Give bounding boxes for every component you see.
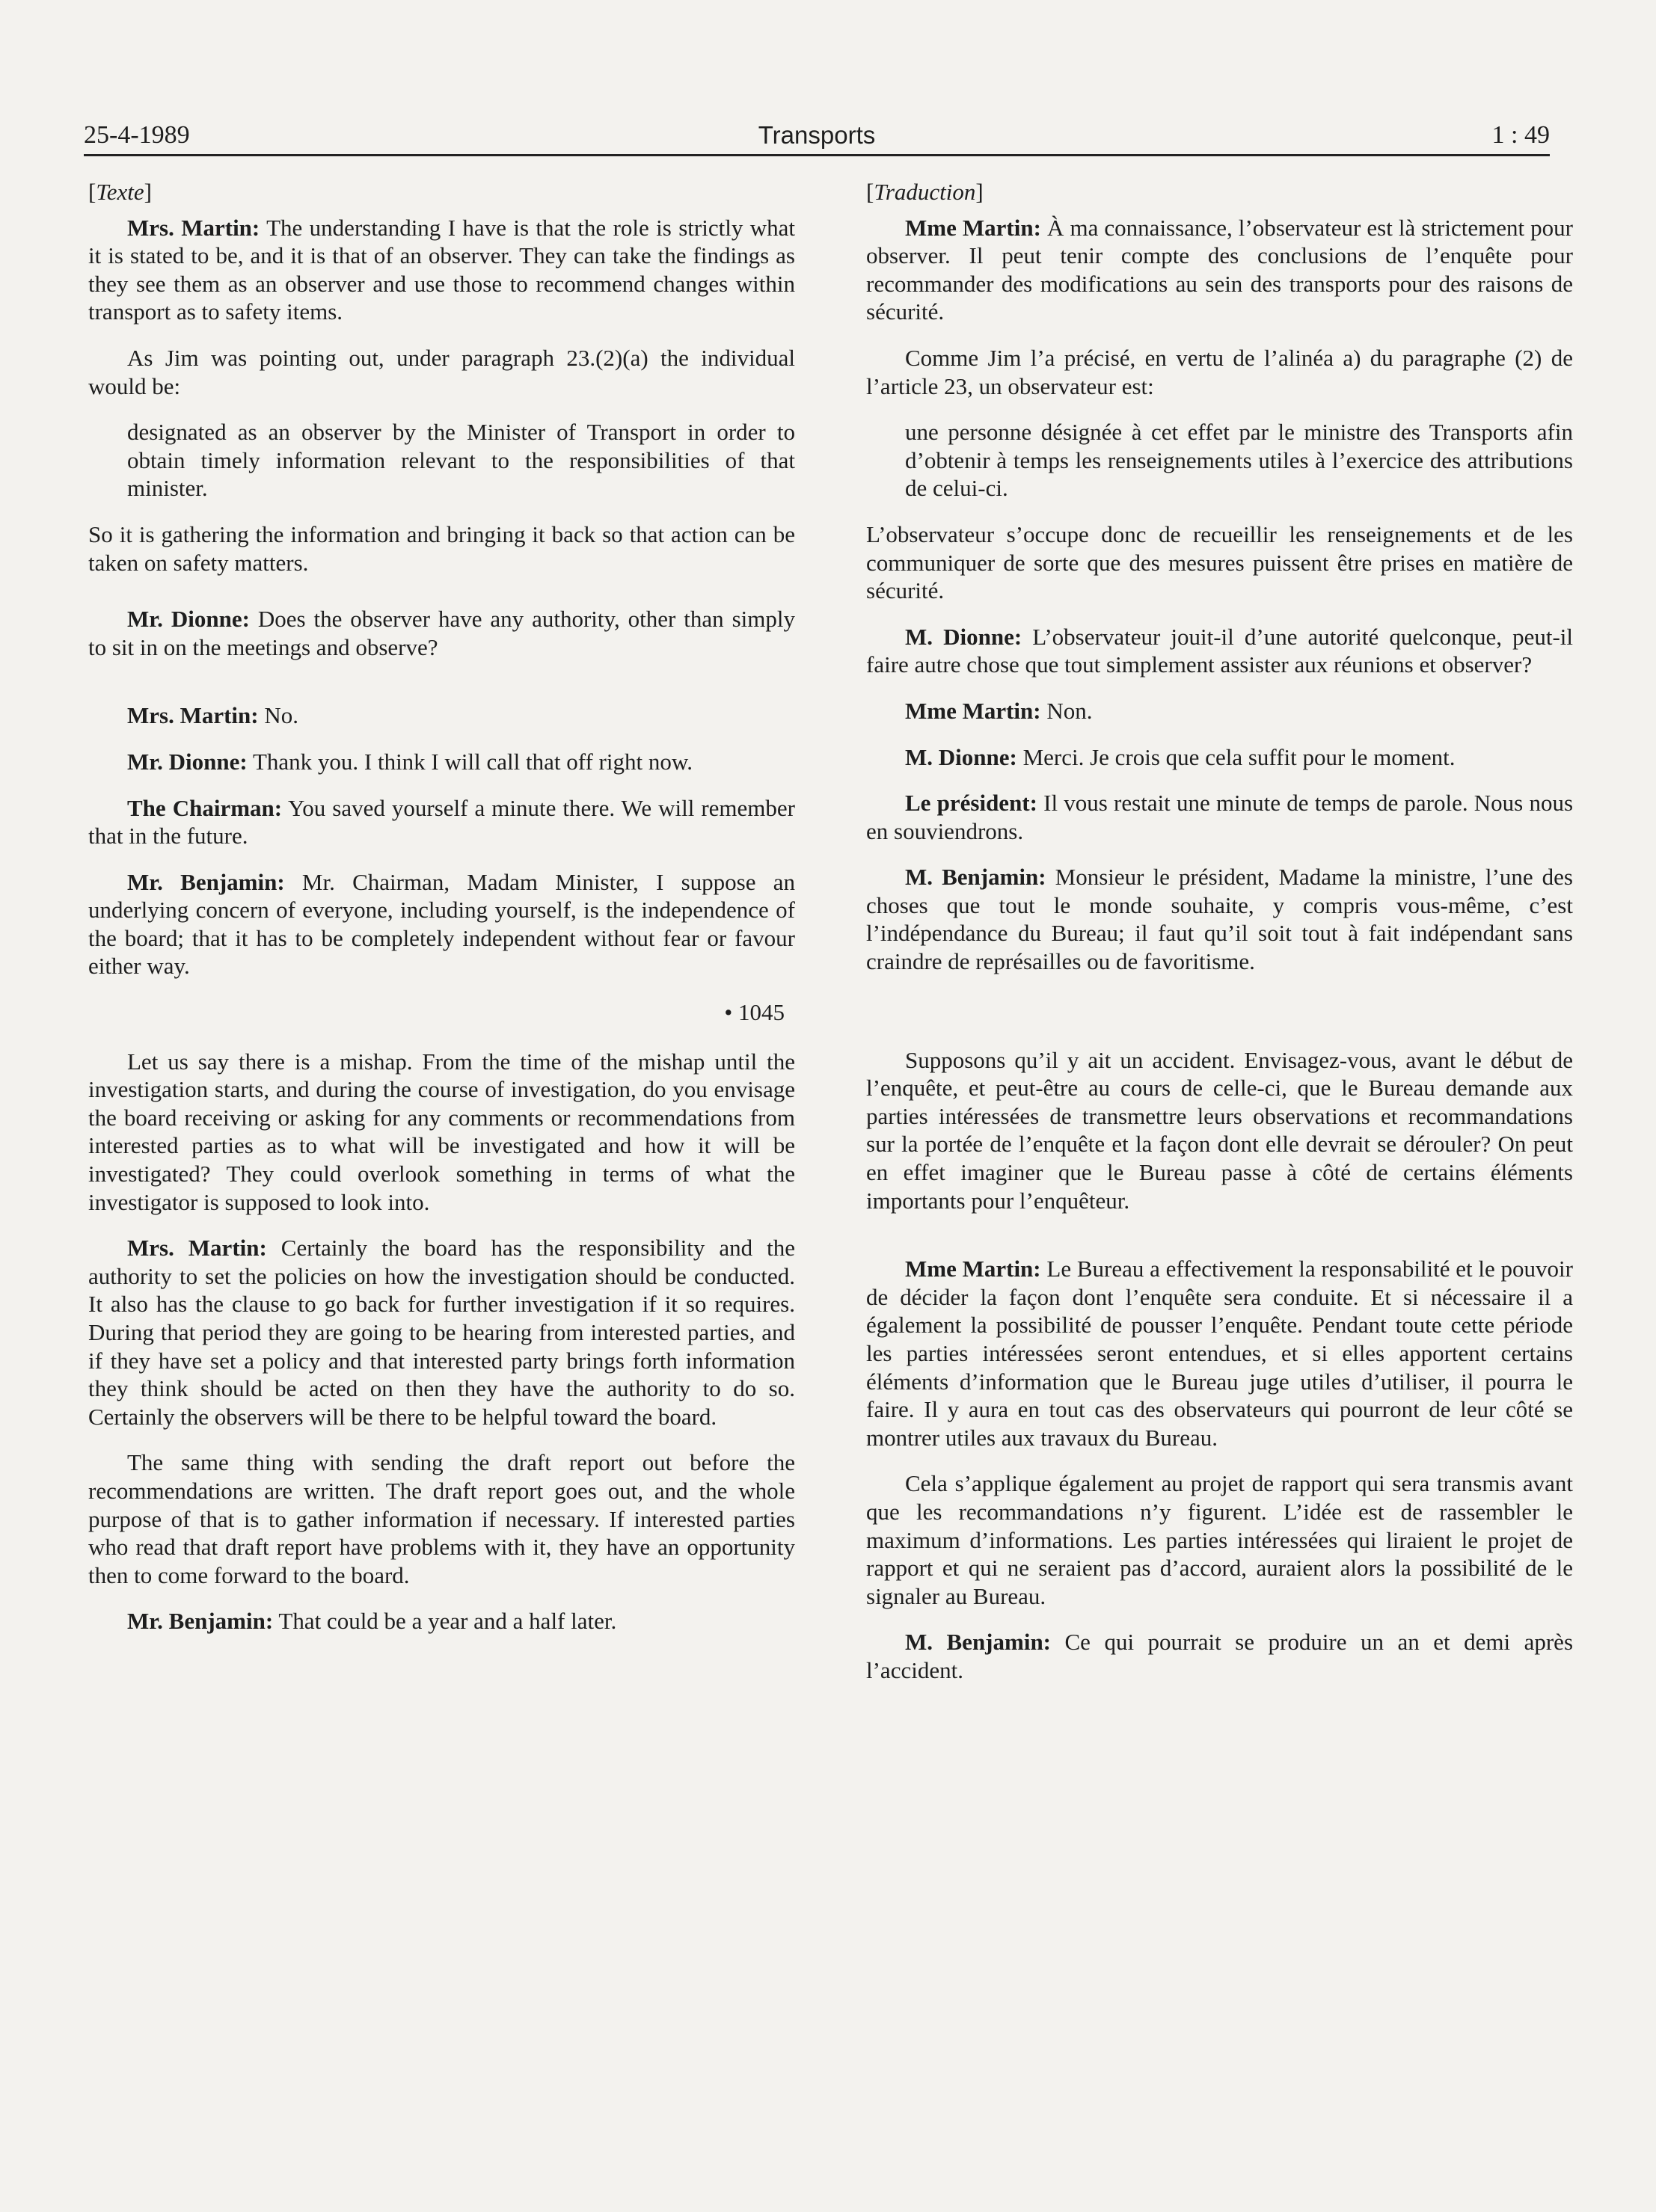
header-date: 25-4-1989 [84, 121, 190, 149]
speech-text: Le Bureau a effectivement la responsabilité et le pouvoir de décider la façon dont l’enquête sera conduite. Et si nécessaire il a également la possibilité de pousser l’enquête. Pendant toute cette période les parties intéressées seront entendues, et si elles apportent certains éléments d’information que le Bureau juge utiles d’utiliser, il pourra le faire. Il y aura en tout cas des observateurs qui pourront de leur côté se montrer utiles aux travaux du Bureau. [866, 1256, 1573, 1451]
language-tag-traduction: [Traduction] [866, 179, 984, 205]
speaker-name: The Chairman: [127, 794, 283, 821]
paragraph [866, 697, 1573, 725]
speech-text: Does the observer have any authority, other than simply to sit in on the meetings and observe? [88, 606, 795, 660]
paragraph [88, 868, 795, 980]
speech-text: The understanding I have is that the role is strictly what it is stated to be, and it is that of an observer. They can take the findings as they see them as an observer and use those to recommend changes within transport as to safety items. [88, 214, 795, 325]
paragraph: The same thing with sending the draft report out before the recommendations are written. The draft report goes out, and the whole purpose of that is to gather information if necessary. If interested parties who read that draft report have problems with it, they have an opportunity then to come forward to the board. [88, 1449, 795, 1588]
speaker-name: Le président: [905, 790, 1037, 817]
paragraph: As Jim was pointing out, under paragraph 23.(2)(a) the individual would be: [88, 344, 795, 399]
speech-text: No. [258, 702, 298, 729]
speaker-name: Mr. Dionne: [127, 606, 250, 633]
paragraph [88, 605, 795, 661]
paragraph: Let us say there is a mishap. From the time of the mishap until the investigation starts, and during the course of investigation, do you envisage the board receiving or asking for any comments or recommendations from interested parties as to what will be investigated and how it will be investigated? They could overlook something in terms of what the investigator is supposed to look into. [88, 1048, 795, 1215]
paragraph: Cela s’applique également au projet de rapport qui sera transmis avant que les recommandations n’y figurent. L’idée est de rassembler le maximum d’informations. Les parties intéressées qui liraient le projet de rapport et qui ne seraient pas d’accord, auraient alors la possibilité de le signaler au Bureau. [866, 1470, 1573, 1609]
speaker-name: Mrs. Martin: [127, 1235, 267, 1262]
speaker-name: Mrs. Martin: [127, 702, 259, 729]
speaker-name: Mme Martin: [905, 697, 1041, 724]
paragraph: So it is gathering the information and bringing it back so that action can be taken on safety matters. [88, 520, 795, 576]
quoted-provision: une personne désignée à cet effet par le ministre des Transports afin d’obtenir à temps les renseignements utiles à l’exercice des attributions de celui-ci. [905, 419, 1573, 502]
paragraph: L’observateur s’occupe donc de recueillir les renseignements et de les communiquer de sorte que des mesures puissent être prises en matière de sécurité. [866, 520, 1573, 604]
paragraph [866, 623, 1573, 679]
paragraph [866, 743, 1573, 772]
english-column [88, 178, 795, 1653]
speech-text: Certainly the board has the responsibility and the authority to set the policies on how the investigation should be conducted. It also has the clause to go back for further investigation if it so requires. During that period they are going to be hearing from interested parties, and if they have set a policy and that interested party brings forth information they think should be acted on then they have the authority to do so. Certainly the observers will be there to be helpful toward the board. [88, 1235, 795, 1430]
speaker-name: Mme Martin: [905, 1256, 1041, 1282]
paragraph: Comme Jim l’a précisé, en vertu de l’alinéa a) du paragraphe (2) de l’article 23, un observateur est: [866, 344, 1573, 399]
speech-text: Monsieur le président, Madame la ministre, l’une des choses que tout le monde souhaite, y compris vous-même, c’est l’indépendance du Bureau; il faut qu’il soit tout à fait indépendant sans craindre de représailles ou de favoritisme. [866, 864, 1573, 975]
paragraph [866, 214, 1573, 326]
speaker-name: Mr. Benjamin: [127, 1608, 274, 1635]
paragraph [866, 1628, 1573, 1684]
speech-text: That could be a year and a half later. [273, 1608, 617, 1635]
speech-text: Il vous restait une minute de temps de parole. Nous nous en souviendrons. [866, 790, 1574, 844]
speaker-name: M. Benjamin: [905, 864, 1046, 891]
paragraph: Supposons qu’il y ait un accident. Envisagez-vous, avant le début de l’enquête, et peut-être au cours de celle-ci, que le Bureau demande aux parties intéressées de transmettre leurs observations et recommandations sur la portée de l’enquête et la façon dont elle devrait se dérouler? On peut en effet imaginer que le Bureau passe à côté de certains éléments importants pour l’enquêteur. [866, 1046, 1573, 1214]
speaker-name: Mr. Dionne: [127, 748, 248, 775]
speech-text: À ma connaissance, l’observateur est là strictement pour observer. Il peut tenir compte des conclusions de l’enquête pour recommander des modifications au sein des transports pour des raisons de sécurité. [866, 214, 1573, 325]
header-title: Transports [758, 121, 876, 149]
speech-text: You saved yourself a minute there. We will remember that in the future. [88, 794, 795, 850]
speaker-name: M. Dionne: [905, 623, 1022, 650]
paragraph [88, 794, 795, 850]
paragraph [866, 789, 1573, 845]
time-marker: • 1045 [724, 999, 785, 1026]
speaker-name: Mme Martin: [905, 214, 1041, 241]
paragraph [88, 214, 795, 326]
quoted-provision: designated as an observer by the Minister of Transport in order to obtain timely information relevant to the responsibilities of that minister. [127, 419, 795, 502]
speech-text: Mr. Chairman, Madam Minister, I suppose an underlying concern of everyone, including yourself, is the independence of the board; that it has to be completely independent without fear or favour either way. [88, 868, 795, 980]
speaker-name: M. Benjamin: [905, 1629, 1052, 1656]
language-tag-texte: [Texte] [88, 179, 152, 205]
paragraph [866, 863, 1573, 975]
paragraph [88, 701, 795, 730]
paragraph [88, 1607, 795, 1635]
header-page-number: 1 : 49 [1491, 121, 1550, 149]
speech-text: Ce qui pourrait se produire un an et demi après l’accident. [866, 1629, 1574, 1683]
speech-text: L’observateur jouit-il d’une autorité quelconque, peut-il faire autre chose que tout simplement assister aux réunions et observer? [866, 623, 1573, 678]
paragraph [866, 1255, 1573, 1451]
french-column [866, 178, 1573, 1703]
speaker-name: Mr. Benjamin: [127, 868, 285, 895]
speech-text: Merci. Je crois que cela suffit pour le moment. [1016, 743, 1456, 770]
page-header [84, 112, 1550, 156]
speech-text: Non. [1040, 697, 1093, 724]
speech-text: Thank you. I think I will call that off right now. [247, 748, 693, 775]
speaker-name: M. Dionne: [905, 743, 1017, 770]
paragraph [88, 748, 795, 776]
speaker-name: Mrs. Martin: [127, 214, 260, 241]
paragraph [88, 1234, 795, 1431]
